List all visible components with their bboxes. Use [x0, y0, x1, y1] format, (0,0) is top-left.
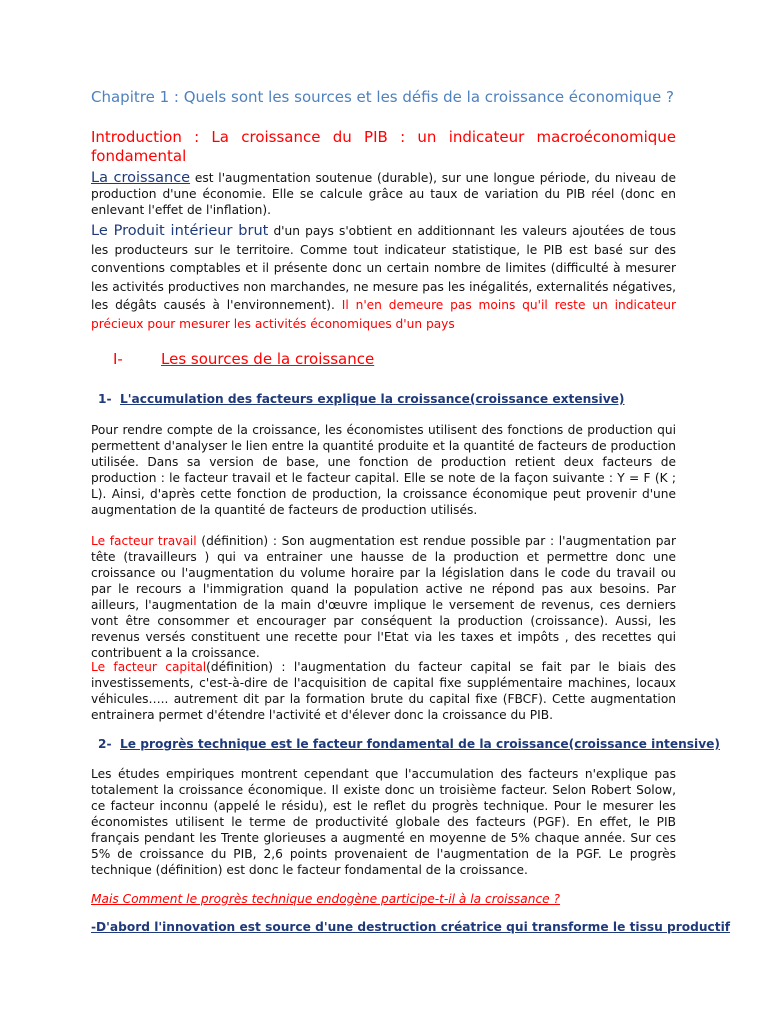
section-number: I-	[113, 350, 123, 368]
pib-text: d'un pays s'obtient en additionnant les valeurs ajoutées de tous les producteurs sur le territoire. Comme tout indicateur statistique, le PIB est basé sur des conventions comptables et il présente donc un certain nombre de limites (difficulté à mesurer les activités productives non marchandes, ne mesure pas les inégalités, externalités négatives, les dégâts causés à l'environnement).	[91, 224, 676, 312]
subsection-2-title: Le progrès technique est le facteur fondamental de la croissance(croissance intensive)	[120, 737, 720, 751]
facteur-capital-paragraph	[91, 659, 676, 723]
facteur-travail-term: Le facteur travail	[91, 534, 197, 548]
intro-heading-line2: fondamental	[91, 147, 187, 165]
intro-heading	[91, 128, 676, 166]
croissance-definition	[91, 170, 676, 218]
innovation-line: -D'abord l'innovation est source d'une destruction créatrice qui transforme le tissu productif	[91, 920, 731, 934]
croissance-term: La croissance	[91, 170, 191, 186]
facteur-travail-paragraph	[91, 533, 676, 661]
pib-red-text: Il n'en demeure pas moins qu'il reste un indicateur précieux pour mesurer les activités économiques d'un pays	[91, 298, 677, 331]
fonction-production-paragraph: Pour rendre compte de la croissance, les économistes utilisent des fonctions de production qui permettent d'analyser le lien entre la quantité produite et la quantité de facteurs de production utilisée. Dans sa version de base, une fonction de production retient deux facteurs de production : le facteur travail et le facteur capital. Elle se note de la façon suivante : Y = F (K ; L). Ainsi, d'après cette fonction de production, la croissance économique peut provenir d'une augmentation de la quantité de facteurs de production utilisés.	[91, 423, 676, 517]
pib-term: Le Produit intérieur brut	[91, 223, 269, 239]
solow-paragraph: Les études empiriques montrent cependant que l'accumulation des facteurs n'explique pas totalement la croissance économique. Il existe donc un troisième facteur. Selon Robert Solow, ce facteur inconnu (appelé le résidu), est le reflet du progrès technique. Pour le mesurer les économistes utilisent le terme de productivité globale des facteurs (PGF). En effet, le PIB français pendant les Trente glorieuses a augmenté en moyenne de 5% chaque année. Sur ces 5% de croissance du PIB, 2,6 points provenaient de l'augmentation de la PGF. Le progrès technique (définition) est donc le facteur fondamental de la croissance.	[91, 767, 676, 877]
croissance-text: est l'augmentation soutenue (durable), sur une longue période, du niveau de production d'une économie. Elle se calcule grâce au taux de variation du PIB réel (donc en enlevant l'effet de l'inflation).	[91, 171, 676, 217]
subsection-1-number: 1-	[98, 392, 112, 406]
section-heading	[113, 350, 374, 368]
pib-definition	[91, 222, 676, 333]
facteur-travail-text: (définition) : Son augmentation est rendue possible par : l'augmentation par tête (travailleurs ) qui va entrainer une hausse de la production et permettre donc une croissance ou l'augmentation du volume horaire par la législation dans le code du travail ou par le recours a l'immigration quand la population active ne répond pas aux besoins. Par ailleurs, l'augmentation de la main d'œuvre implique le versement de revenus, ces derniers vont être consommer et encourager par conséquent la production (croissance). Aussi, les revenus versés constituent une recette pour l'Etat via les taxes et impôts , des recettes qui contribuent a la croissance.	[91, 534, 676, 660]
subsection-1-title: L'accumulation des facteurs explique la croissance(croissance extensive)	[120, 392, 625, 406]
facteur-capital-text: (définition) : l'augmentation du facteur capital se fait par le biais des investissements, c'est-à-dire de l'acquisition de capital fixe supplémentaire machines, locaux véhicules….. autrement dit par la formation brute du capital fixe (FBCF). Cette augmentation entrainera permet d'étendre l'activité et d'élever donc la croissance du PIB.	[91, 660, 676, 722]
question-line: Mais Comment le progrès technique endogène participe-t-il à la croissance ?	[91, 892, 560, 906]
subsection-2-number: 2-	[98, 737, 112, 751]
intro-heading-line1: Introduction : La croissance du PIB : un indicateur macroéconomique	[91, 128, 676, 146]
subsection-2-heading	[98, 737, 720, 751]
subsection-1-heading	[98, 392, 624, 406]
section-title: Les sources de la croissance	[161, 350, 375, 368]
chapter-title: Chapitre 1 : Quels sont les sources et les défis de la croissance économique ?	[91, 88, 674, 106]
facteur-capital-term: Le facteur capital	[91, 660, 207, 674]
